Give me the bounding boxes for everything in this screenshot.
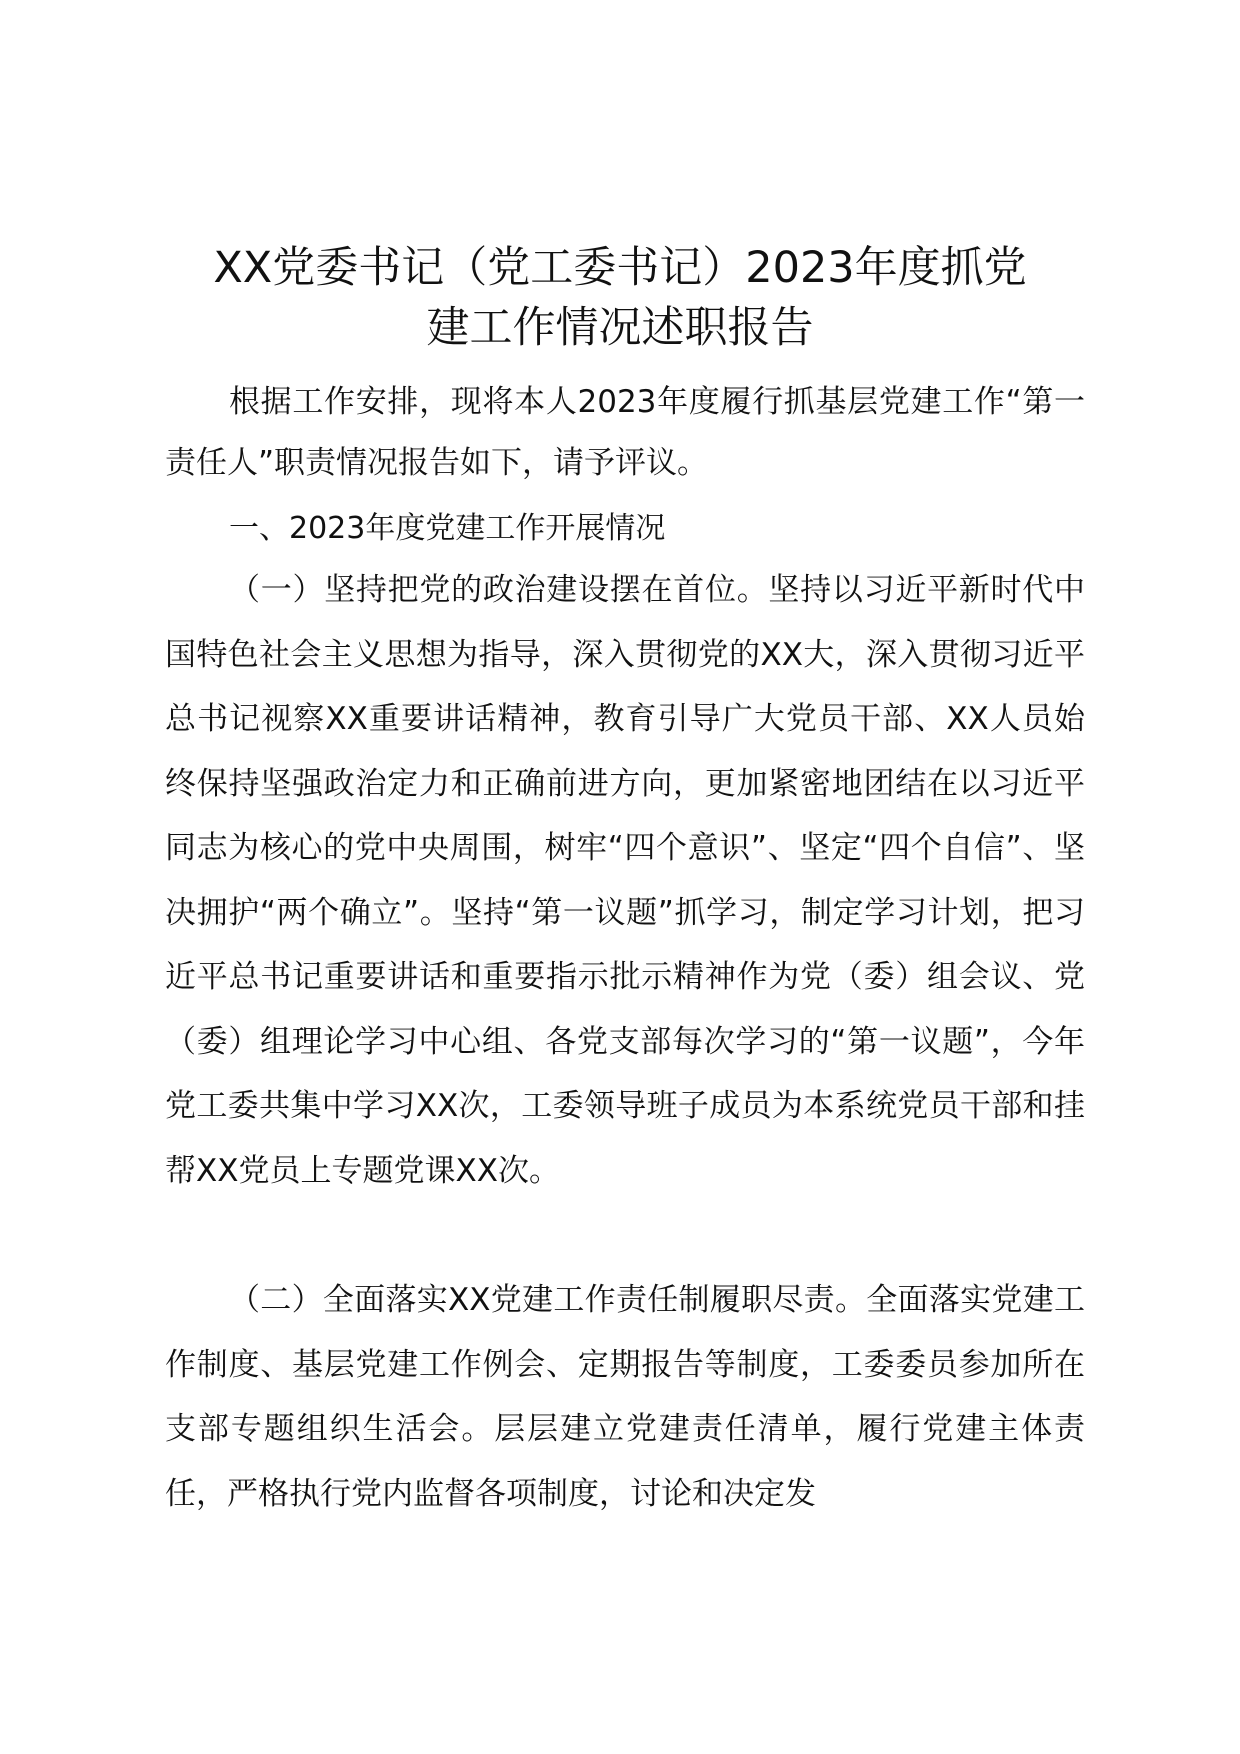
section-heading: 一、2023年度党建工作开展情况 xyxy=(229,511,666,546)
title-line-2: 建工作情况述职报告 xyxy=(426,303,814,353)
title-line-1: XX党委书记（党工委书记）2023年度抓党 xyxy=(213,243,1027,293)
intro-paragraph: 根据工作安排，现将本人2023年度履行抓基层党建工作“第一责任人”职责情况报告如下，请予评议。 xyxy=(165,384,1085,481)
document-title xyxy=(150,238,1090,358)
paragraph-1: （一）坚持把党的政治建设摆在首位。坚持以习近平新时代中国特色社会主义思想为指导，深入贯彻党的XX大，深入贯彻习近平总书记视察XX重要讲话精神，教育引导广大党员干部、XX人员始终保持坚强政治定力和正确前进方向，更加紧密地团结在以习近平同志为核心的党中央周围，树牢“四个意识”、坚定“四个自信”、坚决拥护“两个确立”。坚持“第一议题”抓学习，制定学习计划，把习近平总书记重要讲话和重要指示批示精神作为党（委）组会议、党（委）组理论学习中心组、各党支部每次学习的“第一议题”，今年党工委共集中学习XX次，工委领导班子成员为本系统党员干部和挂帮XX党员上专题党课XX次。 xyxy=(165,572,1085,1189)
paragraph-2: （二）全面落实XX党建工作责任制履职尽责。全面落实党建工作制度、基层党建工作例会、定期报告等制度，工委委员参加所在支部专题组织生活会。层层建立党建责任清单，履行党建主体责任，严格执行党内监督各项制度，讨论和决定发 xyxy=(165,1282,1085,1512)
